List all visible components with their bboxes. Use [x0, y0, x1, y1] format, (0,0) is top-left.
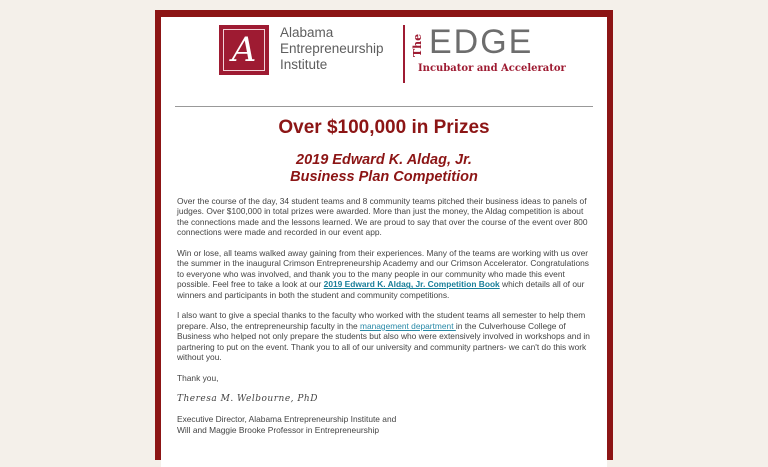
email-card: [161, 17, 607, 467]
edge-logo[interactable]: EDGE: [429, 23, 534, 61]
logo-divider: [403, 25, 405, 83]
competition-book-link[interactable]: 2019 Edward K. Aldag, Jr. Competition Book: [323, 279, 500, 290]
edge-the-text: The: [411, 33, 424, 57]
ua-logo[interactable]: [219, 25, 269, 75]
subhead-line: Business Plan Competition: [290, 169, 478, 185]
paragraph-2: [177, 248, 595, 300]
management-department-link[interactable]: management department: [359, 320, 456, 331]
signer-title-line: Executive Director, Alabama Entrepreneurship Institute and: [177, 414, 397, 425]
signer-title-line: Will and Maggie Brooke Professor in Entrepreneurship: [177, 424, 380, 435]
paragraph-1: Over the course of the day, 34 student teams and 8 community teams pitched their business ideas to panels of judges. Over $100,000 in total prizes were awarded. More than just the money, the Aldag competition is about the connections made and the lessons learned. We are proud to say that over the course of the event over 800 connections were made and recorded in our event app.: [177, 196, 588, 238]
email-body: [177, 196, 595, 446]
aei-line: Entrepreneurship: [280, 41, 384, 56]
p2-text: Win or lose, all teams walked away gaining from their experiences. Many of the teams are working with us over the summer in the inaugural Crimson Entrepreneurship Academy and our Crimson Accelerator. Congratulations to everyone who was involved, and thank you to the many people in our community who made this event possible. Feel free to take a look at our: [177, 248, 589, 290]
paragraph-3: [177, 310, 595, 362]
email-frame: [155, 10, 613, 460]
p2-text-end: which details all of our winners and participants in both the student and community competitions.: [177, 279, 585, 300]
p3-text: I also want to give a special thanks to the faculty who worked with the student teams all semester to help them prepare. Also, the entrepreneurship faculty in the: [177, 310, 586, 331]
aei-logo-text[interactable]: [280, 25, 410, 73]
aei-line: Institute: [280, 57, 328, 72]
p3-text-end: in the Culverhouse College of Business who helped not only prepare the students but also who were extensively involved in workshops and in partnering to put on the event. Thank you to all of our university and community partners- we can't do this work without you.: [177, 320, 590, 363]
headline: Over $100,000 in Prizes: [278, 117, 490, 138]
header-logos: [161, 17, 607, 97]
aei-line: Alabama: [280, 25, 334, 40]
signature: Theresa M. Welbourne, PhD: [177, 393, 318, 404]
ua-logo-letter: A: [223, 29, 265, 71]
header-divider: [175, 106, 593, 107]
subhead-line: 2019 Edward K. Aldag, Jr.: [296, 152, 472, 168]
edge-subtitle: Incubator and Accelerator: [418, 63, 566, 74]
closing: Thank you,: [177, 372, 219, 383]
subheadline: [161, 152, 607, 186]
signer-title: [177, 414, 595, 435]
